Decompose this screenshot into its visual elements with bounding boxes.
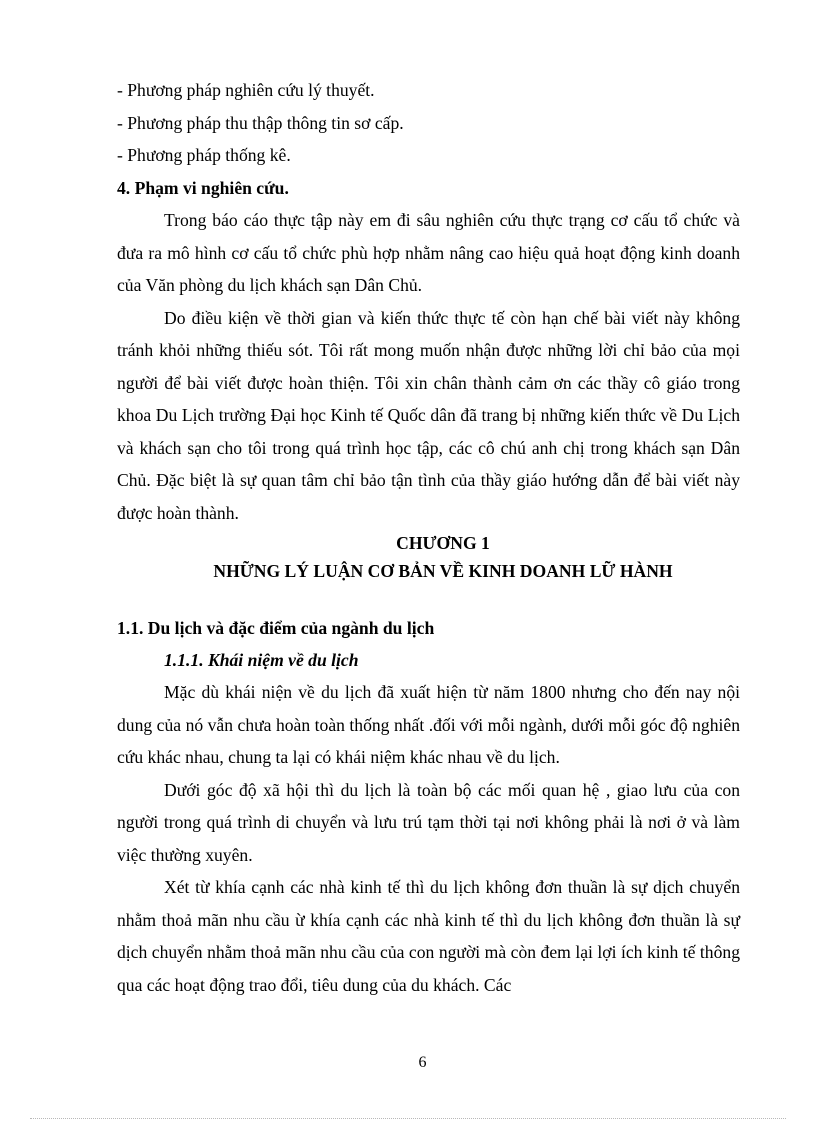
blank-line — [117, 585, 740, 612]
section-title: 1.1. Du lịch và đặc điểm của ngành du lịch — [117, 618, 435, 638]
chapter-heading — [117, 529, 740, 585]
page-bottom-divider — [30, 1118, 786, 1119]
definition-paragraph: Mặc dù khái niện về du lịch đã xuất hiện từ năm 1800 nhưng cho đến nay nội dung của nó vẫn chưa hoàn toàn thống nhất .đối với mỗi ngành, dưới mỗi góc độ nghiên cứu khác nhau, chung ta lại có khái niệm khác nhau về du lịch. — [117, 682, 740, 767]
scope-paragraph: Trong báo cáo thực tập này em đi sâu nghiên cứu thực trạng cơ cấu tổ chức và đưa ra mô hình cơ cấu tổ chức phù hợp nhằm nâng cao hiệu quả hoạt động kinh doanh của Văn phòng du lịch khách sạn Dân Chủ. — [117, 210, 740, 295]
chapter-title: NHỮNG LÝ LUẬN CƠ BẢN VỀ KINH DOANH LỮ HÀNH — [213, 561, 673, 581]
page-content — [117, 74, 740, 1001]
method-item-theory: - Phương pháp nghiên cứu lý thuyết. — [117, 80, 375, 100]
scope-heading: 4. Phạm vi nghiên cứu. — [117, 177, 289, 198]
economic-perspective-paragraph: Xét từ khía cạnh các nhà kinh tế thì du lịch không đơn thuần là sự dịch chuyển nhằm thoả mãn nhu cầu ừ khía cạnh các nhà kinh tế thì du lịch không đơn thuần là sự dịch chuyển nhằm thoả mãn nhu cầu của con người mà còn đem lại lợi ích kinh tế thông qua các hoạt động trao đổi, tiêu dung của du khách. Các — [117, 877, 740, 995]
acknowledgement-paragraph: Do điều kiện về thời gian và kiến thức thực tế còn hạn chế bài viết này không tránh khỏi những thiếu sót. Tôi rất mong muốn nhận được những lời chỉ bảo của mọi người để bài viết được hoàn thiện. Tôi xin chân thành cảm ơn các thầy cô giáo trong khoa Du Lịch trường Đại học Kinh tế Quốc dân đã trang bị những kiến thức về Du Lịch và khách sạn cho tôi trong quá trình học tập, các cô chú anh chị trong khách sạn Dân Chủ. Đặc biệt là sự quan tâm chỉ bảo tận tình của thầy giáo hướng dẫn để bài viết này được hoàn thành. — [117, 307, 740, 523]
method-item-primary-data: - Phương pháp thu thập thông tin sơ cấp. — [117, 112, 404, 133]
chapter-number: CHƯƠNG 1 — [396, 533, 490, 553]
social-perspective-paragraph: Dưới góc độ xã hội thì du lịch là toàn bộ các mối quan hệ , giao lưu của con người trong quá trình di chuyển và lưu trú tạm thời tại nơi không phải là nơi ở và làm việc thường xuyên. — [117, 779, 740, 865]
method-item-statistics: - Phương pháp thống kê. — [117, 145, 291, 165]
page-number: 6 — [418, 1054, 427, 1071]
subsection-title: 1.1.1. Khái niệm về du lịch — [164, 650, 359, 670]
